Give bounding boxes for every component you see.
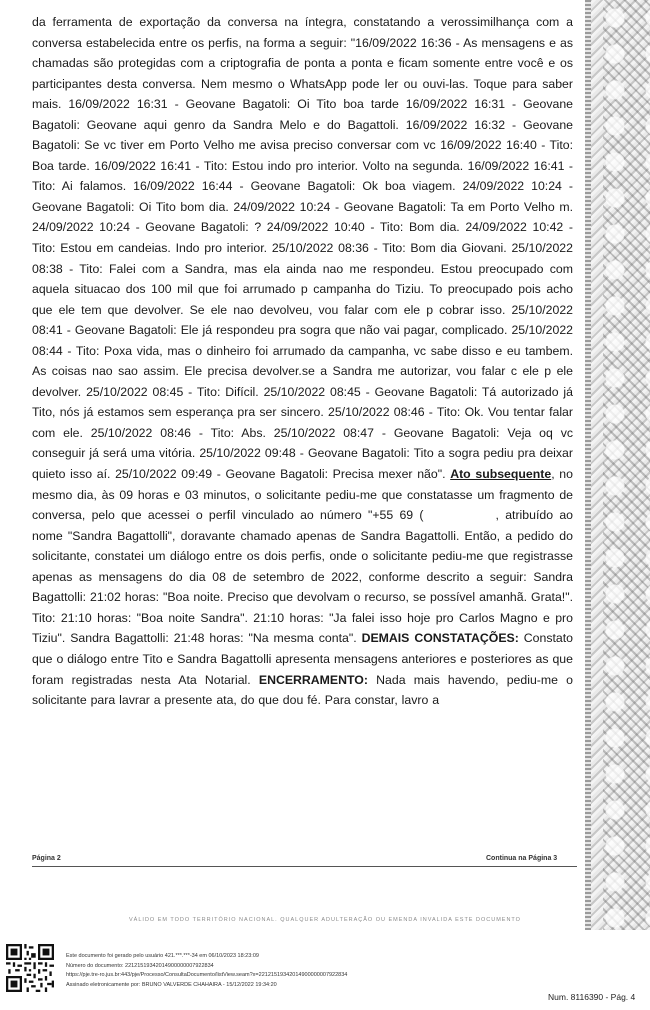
- transcript-text: da ferramenta de exportação da conversa na íntegra, constatando a verossimilhança com a conversa estabelecida entre os perfis, na forma a seguir: "16/09/2022 16:36 - As mensagens e as chamadas são protegidas com a criptografia de ponta a ponta e ficam somente entre você e os participantes desta conversa. Nem mesmo o WhatsApp pode ler ou ouvi-las. Toque para saber mais. 16/09/2022 16:31 - Geovane Bagatoli: Oi Tito boa tarde 16/09/2022 16:31 - Geovane Bagatoli: Geovane aqui genro da Sandra Melo e do Bagattoli. 16/09/2022 16:32 - Geovane Bagatoli: Se vc tiver em Porto Velho me avisa preciso conversar com vc 16/09/2022 16:40 - Tito: Boa tarde. 16/09/2022 16:41 - Tito: Estou indo pro interior. Volto na segunda. 16/09/2022 16:41 - Tito: Ai falamos. 16/09/2022 16:44 - Geovane Bagatoli: Ok boa viagem. 24/09/2022 10:24 - Geovane Bagatoli: Oi Tito bom dia. 24/09/2022 10:24 - Geovane Bagatoli: Ta em Porto Velho m. 24/09/2022 10:24 - Geovane Bagatoli: ? 24/09/2022 10:40 - Tito: Bom dia. 24/09/2022 10:42 - Tito: Estou em candeias. Indo pro interior. 25/10/2022 08:36 - Tito: Bom dia Giovani. 25/10/2022 08:38 - Tito: Falei com a Sandra, mas ela ainda nao me respondeu. Estou preocupado com aquela situacao dos 100 mil que foi arrumado p campanha do Tiziu. To preocupado pois acho que ele tem que devolver. Se ele nao devolveu, vou falar com ele p cobrar isso. 25/10/2022 08:41 - Geovane Bagatoli: Ele já respondeu pra sogra que não vai pagar, complicado. 25/10/2022 08:44 - Tito: Poxa vida, mas o dinheiro foi arrumado da campanha, vc sabe disso e eu tambem. As coisas nao sao assim. Ele precisa devolver.se a Sandra me autorizar, vou falar c ele p ele devolver. 25/10/2022 08:45 - Tito: Difícil. 25/10/2022 08:45 - Geovane Bagatoli: Tá autorizado já Tito, nós já estamos sem esperança pra ser sincero. 25/10/2022 08:46 - Tito: Ok. Vou tentar falar com ele. 25/10/2022 08:46 - Tito: Abs. 25/10/2022 08:47 - Geovane Bagatoli: Veja oq vc conseguir já será uma vitória. 25/10/2022 09:48 - Geovane Bagatoli: Tito a sogra pediu pra deixar quieto isso aí. 25/10/2022 09:49 - Geovane Bagatoli: Precisa mexer não".: [32, 15, 573, 482]
- demais-constatacoes-heading: DEMAIS CONSTATAÇÕES:: [361, 631, 519, 646]
- ato-subsequente-heading: Ato subsequente: [450, 467, 552, 482]
- notarial-act-body: [32, 12, 573, 711]
- meta-generated-line: Este documento foi gerado pelo usuário 421.***.***-34 em 06/10/2023 18:23:09: [66, 953, 259, 959]
- meta-document-number: Número do documento: 22121519342014900000007922834: [66, 962, 214, 969]
- encerramento-text: Nada mais havendo, pediu-me o solicitante para lavrar a presente ata, do que dou fé. Para constar, lavro a: [32, 672, 573, 708]
- sandra-dialog-text: , atribuído ao nome "Sandra Bagattolli", doravante chamado apenas de Sandra Bagattolli. Então, a pedido do solicitante, constatei um diálogo entre os dois perfis, onde o solicitante pediu-me que registrasse apenas as mensagens do dia 08 de setembro de 2022, conforme descrito a seguir: Sandra Bagattolli: 21:02 horas: "Boa noite. Preciso que devolvam o recurso, se possível amanhã. Grata!". Tito: 21:10 horas: "Boa noite Sandra". 21:10 horas: "Ja falei isso hoje pro Carlos Magno e pro Tiziu". Sandra Bagattolli: 21:48 horas: "Na mesma conta".: [32, 508, 573, 646]
- qr-code-icon: [6, 944, 54, 992]
- encerramento-heading: ENCERRAMENTO:: [258, 672, 368, 687]
- continues-label: Continua na Página 3: [486, 855, 558, 862]
- constatacoes-text: Constato que o diálogo entre Tito e Sandra Bagattolli apresenta mensagens anteriores e posteriores as que foram registradas nesta Ata Notarial.: [32, 631, 573, 687]
- validity-notice: VÁLIDO EM TODO TERRITÓRIO NACIONAL. QUALQUER ADULTERAÇÃO OU EMENDA INVALIDA ESTE DOCUMENTO: [129, 917, 521, 923]
- meta-signature-line: Assinado eletronicamente por: BRUNO VALVERDE CHAHAIRA - 15/12/2022 19:34:20: [66, 982, 277, 989]
- footer-divider: [32, 866, 577, 867]
- security-border-pattern: [585, 0, 650, 930]
- meta-url[interactable]: https://pje.tre-ro.jus.br:443/pje/Processo/ConsultaDocumento/listView.seam?x=22121519342014900000007922834: [66, 972, 348, 979]
- body-paragraph: [32, 12, 573, 711]
- subsequent-act-text: , no mesmo dia, às 09 horas e 03 minutos, o solicitante pediu-me que constatasse um fragmento de conversa, pelo que acessei o perfil vinculado ao número "+55 69 (: [32, 467, 573, 523]
- electronic-signature-info: [66, 952, 347, 991]
- page-number: Num. 8116390 - Pág. 4: [548, 992, 636, 1002]
- page-label: Página 2: [32, 855, 61, 862]
